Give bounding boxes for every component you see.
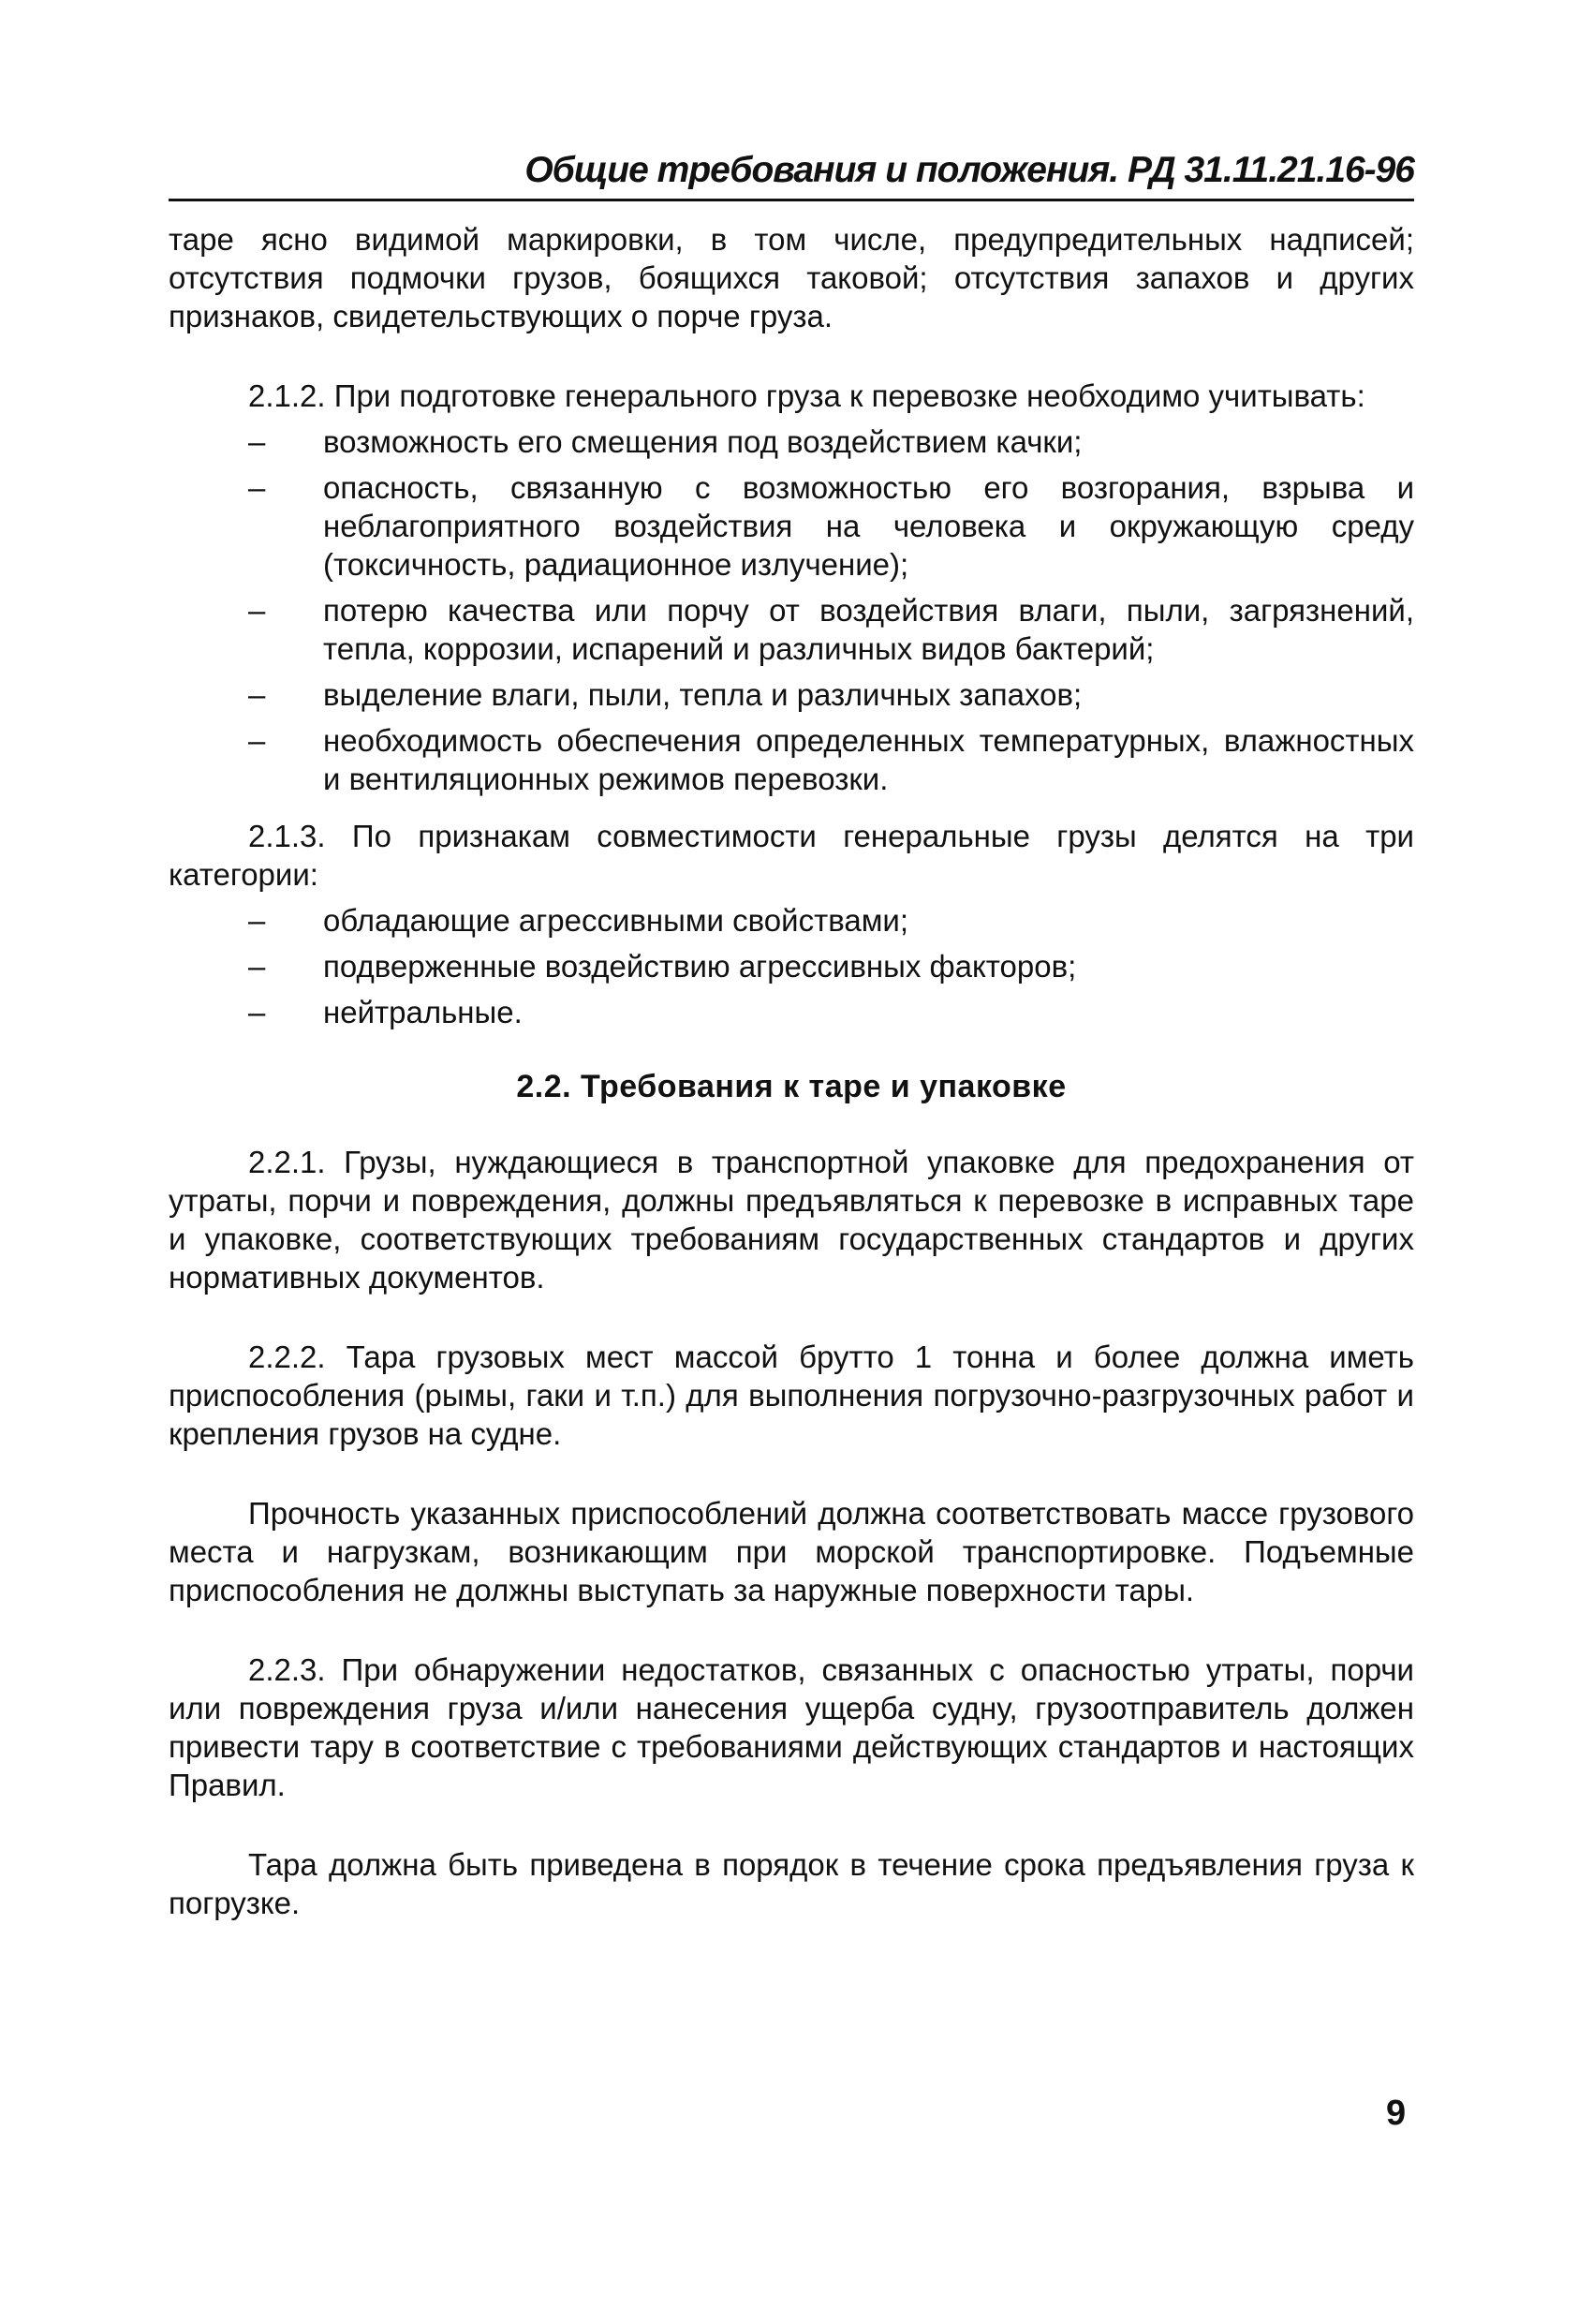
- document-page: [169, 150, 1414, 1922]
- dash-marker: –: [248, 470, 266, 505]
- dash-marker: –: [248, 903, 266, 938]
- list-item: – потерю качества или порчу от воздействия влаги, пыли, загрязнений, тепла, коррозии, испарений и различных видов бактерий;: [248, 593, 1414, 666]
- list-item: – выделение влаги, пыли, тепла и различных запахов;: [248, 677, 1083, 712]
- page-number: 9: [1386, 2094, 1407, 2133]
- list-2-1-2: [169, 422, 1414, 798]
- paragraph-2-2-2-strength: Прочность указанных приспособлений должна соответствовать массе грузового места и нагрузкам, возникающим при морской транспортировке. Подъемные приспособления не должны выступать за наружные поверхности тары.: [169, 1496, 1414, 1607]
- paragraph-continuation: таре ясно видимой маркировки, в том числе, предупредительных надписей; отсутствия подмочки грузов, боящихся таковой; отсутствия запахов и других признаков, свидетельствующих о порче груза.: [169, 222, 1414, 333]
- paragraph-2-2-3-tare: Тара должна быть приведена в порядок в течение срока предъявления груза к погрузке.: [169, 1847, 1414, 1920]
- list-item: – опасность, связанную с возможностью его возгорания, взрыва и неблагоприятного воздействия на человека и окружающую среду (токсичность, радиационное излучение);: [248, 470, 1414, 582]
- paragraph-2-1-2: 2.1.2. При подготовке генерального груза к перевозке необходимо учитывать:: [248, 378, 1365, 413]
- dash-marker: –: [248, 949, 266, 984]
- dash-marker: –: [248, 723, 266, 758]
- list-item: – подверженные воздействию агрессивных факторов;: [248, 949, 1077, 984]
- running-header: Общие требования и положения. РД 31.11.21.16-96: [169, 150, 1414, 201]
- paragraph-2-2-1: 2.2.1. Грузы, нуждающиеся в транспортной упаковке для предохранения от утраты, порчи и повреждения, должны предъявляться к перевозке в исправных таре и упаковке, соответствующих требованиям государственных стандартов и других нормативных документов.: [169, 1145, 1414, 1295]
- list-item: – обладающие агрессивными свойствами;: [248, 903, 909, 938]
- list-item: – нейтральные.: [248, 995, 523, 1029]
- list-item: – возможность его смещения под воздействием качки;: [248, 424, 1083, 459]
- section-heading-2-2: 2.2. Требования к таре и упаковке: [516, 1069, 1067, 1104]
- dash-marker: –: [248, 424, 266, 459]
- paragraph-2-2-2: 2.2.2. Тара грузовых мест массой брутто 1 тонна и более должна иметь приспособления (рымы, гаки и т.п.) для выполнения погрузочно-разгрузочных работ и крепления грузов на судне.: [169, 1340, 1414, 1451]
- paragraph-2-2-3: 2.2.3. При обнаружении недостатков, связанных с опасностью утраты, порчи или повреждения груза и/или нанесения ущерба судну, грузоотправитель должен привести тару в соответствие с требованиями действующих стандартов и настоящих Правил.: [169, 1652, 1414, 1802]
- list-item: – необходимость обеспечения определенных температурных, влажностных и вентиляционных режимов перевозки.: [248, 723, 1414, 796]
- paragraph-2-1-3: 2.1.3. По признакам совместимости генеральные грузы делятся на три категории:: [169, 819, 1414, 892]
- list-2-1-3: [169, 901, 1414, 1031]
- dash-marker: –: [248, 677, 266, 712]
- dash-marker: –: [248, 593, 266, 628]
- dash-marker: –: [248, 995, 266, 1029]
